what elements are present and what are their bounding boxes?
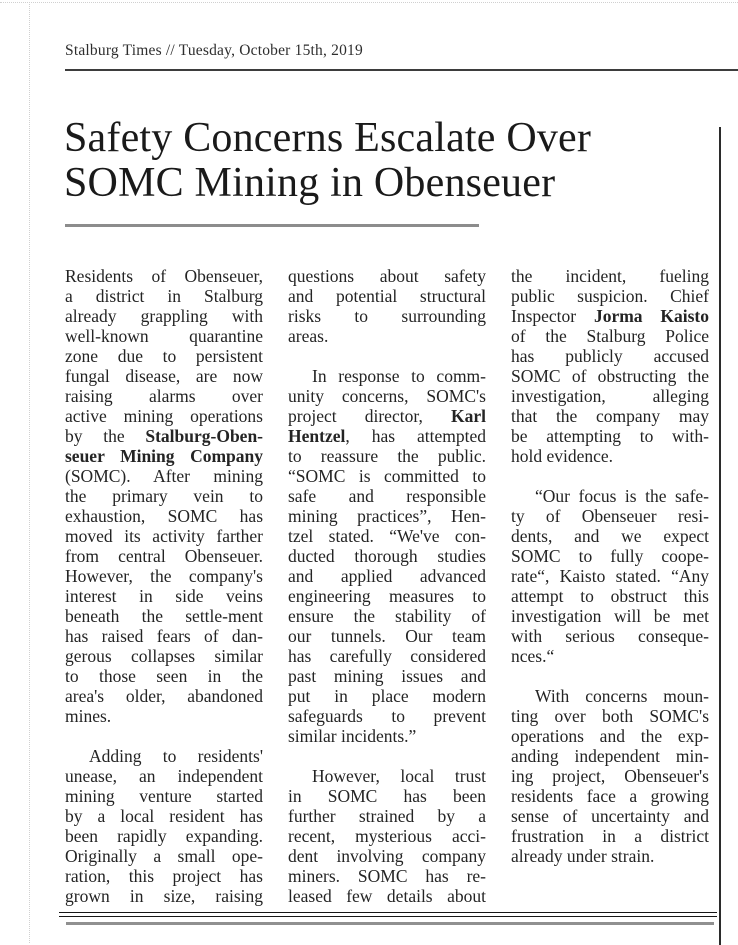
text-line: nces.“ bbox=[511, 646, 555, 666]
text-line: unease, an independent bbox=[65, 766, 263, 786]
text-line: interest in side veins bbox=[65, 586, 263, 606]
text-line: recent, mysterious acci- bbox=[288, 826, 486, 846]
text-line: hold evidence. bbox=[511, 446, 614, 466]
paragraph bbox=[511, 486, 709, 666]
text-line: miners. SOMC has re- bbox=[288, 866, 486, 886]
text-line: active mining operations bbox=[65, 406, 263, 426]
text-line: fungal disease, are now bbox=[65, 366, 263, 386]
headline bbox=[64, 116, 736, 206]
text-line: zone due to persistent bbox=[65, 346, 263, 366]
text-line: similar incidents.” bbox=[288, 726, 417, 746]
text-line: and potential structural bbox=[288, 286, 486, 306]
masthead-rule bbox=[65, 69, 738, 71]
paragraph bbox=[288, 766, 486, 906]
text-line: rate“, Kaisto stated. “Any bbox=[511, 566, 709, 586]
text-line: well-known quarantine bbox=[65, 326, 263, 346]
text-line: that the company may bbox=[511, 406, 709, 426]
headline-underline bbox=[65, 224, 479, 227]
text-line: engineering measures to bbox=[288, 586, 486, 606]
paragraph bbox=[511, 266, 709, 466]
text-line: a district in Stalburg bbox=[65, 286, 263, 306]
text-line: past mining issues and bbox=[288, 666, 486, 686]
text-line: dent involving company bbox=[288, 846, 486, 866]
text-line: Hentzel, has attempted bbox=[288, 426, 486, 446]
text-line: has publicly accused bbox=[511, 346, 709, 366]
text-line: moved its activity farther bbox=[65, 526, 263, 546]
text-line: attempt to obstruct this bbox=[511, 586, 709, 606]
text-line: and applied advanced bbox=[288, 566, 486, 586]
text-line: anding independent min- bbox=[511, 746, 709, 766]
text-line: from central Obenseuer. bbox=[65, 546, 263, 566]
text-line: SOMC of obstructing the bbox=[511, 366, 709, 386]
dotted-top-border bbox=[0, 2, 738, 3]
text-line: project director, Karl bbox=[288, 406, 486, 426]
text-line: the incident, fueling bbox=[511, 266, 709, 286]
text-line: With concerns moun- bbox=[535, 686, 709, 706]
text-line: mining venture started bbox=[65, 786, 263, 806]
text-line: leased few details about bbox=[288, 886, 486, 906]
text-line: SOMC to fully coope- bbox=[511, 546, 709, 566]
article-column-2 bbox=[288, 266, 486, 906]
text-line: grown in size, raising bbox=[65, 886, 263, 906]
text-line: mines. bbox=[65, 706, 112, 726]
text-line: in SOMC has been bbox=[288, 786, 486, 806]
text-line: beneath the settle-ment bbox=[65, 606, 263, 626]
text-line: further strained by a bbox=[288, 806, 486, 826]
text-line: with serious conseque- bbox=[511, 626, 709, 646]
text-line: area's older, abandoned bbox=[65, 686, 263, 706]
paragraph bbox=[65, 746, 263, 906]
article-body bbox=[65, 266, 710, 906]
paragraph bbox=[288, 266, 486, 346]
text-line: investigation will be met bbox=[511, 606, 709, 626]
text-line: risks to surrounding bbox=[288, 306, 486, 326]
text-line: has carefully considered bbox=[288, 646, 486, 666]
headline-line-1: Safety Concerns Escalate Over bbox=[64, 115, 592, 161]
text-line: However, local trust bbox=[312, 766, 486, 786]
text-line: ting over both SOMC's bbox=[511, 706, 709, 726]
text-line: gerous collapses similar bbox=[65, 646, 263, 666]
text-line: our tunnels. Our team bbox=[288, 626, 486, 646]
text-line: of the Stalburg Police bbox=[511, 326, 709, 346]
text-line: dents, and we expect bbox=[511, 526, 709, 546]
text-line: tzel stated. “We've con- bbox=[288, 526, 486, 546]
text-line: the primary vein to bbox=[65, 486, 263, 506]
text-line: In response to comm- bbox=[312, 366, 486, 386]
text-line: “SOMC is committed to bbox=[288, 466, 486, 486]
text-line: investigation, alleging bbox=[511, 386, 709, 406]
text-line: be attempting to with- bbox=[511, 426, 709, 446]
dotted-left-border bbox=[29, 2, 30, 943]
text-line: public suspicion. Chief bbox=[511, 286, 709, 306]
text-line: already under strain. bbox=[511, 846, 655, 866]
text-line: ensure the stability of bbox=[288, 606, 486, 626]
paragraph bbox=[65, 266, 263, 726]
text-line: seuer Mining Company bbox=[65, 446, 263, 466]
text-line: ducted thorough studies bbox=[288, 546, 486, 566]
text-line: frustration in a district bbox=[511, 826, 709, 846]
text-line: raising alarms over bbox=[65, 386, 263, 406]
masthead: Stalburg Times // Tuesday, October 15th, 2019 bbox=[65, 42, 363, 59]
bottom-double-rule bbox=[59, 912, 717, 917]
text-line: questions about safety bbox=[288, 266, 486, 286]
text-line: been rapidly expanding. bbox=[65, 826, 263, 846]
text-line: sense of uncertainty and bbox=[511, 806, 709, 826]
text-line: Residents of Obenseuer, bbox=[65, 266, 263, 286]
text-line: Originally a small ope- bbox=[65, 846, 263, 866]
article-column-1 bbox=[65, 266, 263, 906]
text-line: operations and the exp- bbox=[511, 726, 709, 746]
page-edge-line bbox=[719, 127, 721, 945]
text-line: residents face a growing bbox=[511, 786, 709, 806]
text-line: “Our focus is the safe- bbox=[535, 486, 709, 506]
text-line: has raised fears of dan- bbox=[65, 626, 263, 646]
text-line: put in place modern bbox=[288, 686, 486, 706]
paragraph bbox=[288, 366, 486, 746]
text-line: by a local resident has bbox=[65, 806, 263, 826]
paragraph bbox=[511, 686, 709, 866]
text-line: However, the company's bbox=[65, 566, 263, 586]
text-line: safeguards to prevent bbox=[288, 706, 486, 726]
text-line: safe and responsible bbox=[288, 486, 486, 506]
text-line: to reassure the public. bbox=[288, 446, 486, 466]
text-line: ing project, Obenseuer's bbox=[511, 766, 709, 786]
text-line: ration, this project has bbox=[65, 866, 263, 886]
text-line: by the Stalburg-Oben- bbox=[65, 426, 263, 446]
article-column-3 bbox=[511, 266, 709, 906]
bottom-shadow-rule bbox=[66, 922, 714, 925]
text-line: Inspector Jorma Kaisto bbox=[511, 306, 709, 326]
text-line: exhaustion, SOMC has bbox=[65, 506, 263, 526]
text-line: ty of Obenseuer resi- bbox=[511, 506, 709, 526]
text-line: areas. bbox=[288, 326, 329, 346]
text-line: already grappling with bbox=[65, 306, 263, 326]
headline-line-2: SOMC Mining in Obenseuer bbox=[64, 160, 556, 206]
text-line: (SOMC). After mining bbox=[65, 466, 263, 486]
text-line: to those seen in the bbox=[65, 666, 263, 686]
text-line: Adding to residents' bbox=[89, 746, 263, 766]
text-line: mining practices”, Hen- bbox=[288, 506, 486, 526]
text-line: unity concerns, SOMC's bbox=[288, 386, 486, 406]
